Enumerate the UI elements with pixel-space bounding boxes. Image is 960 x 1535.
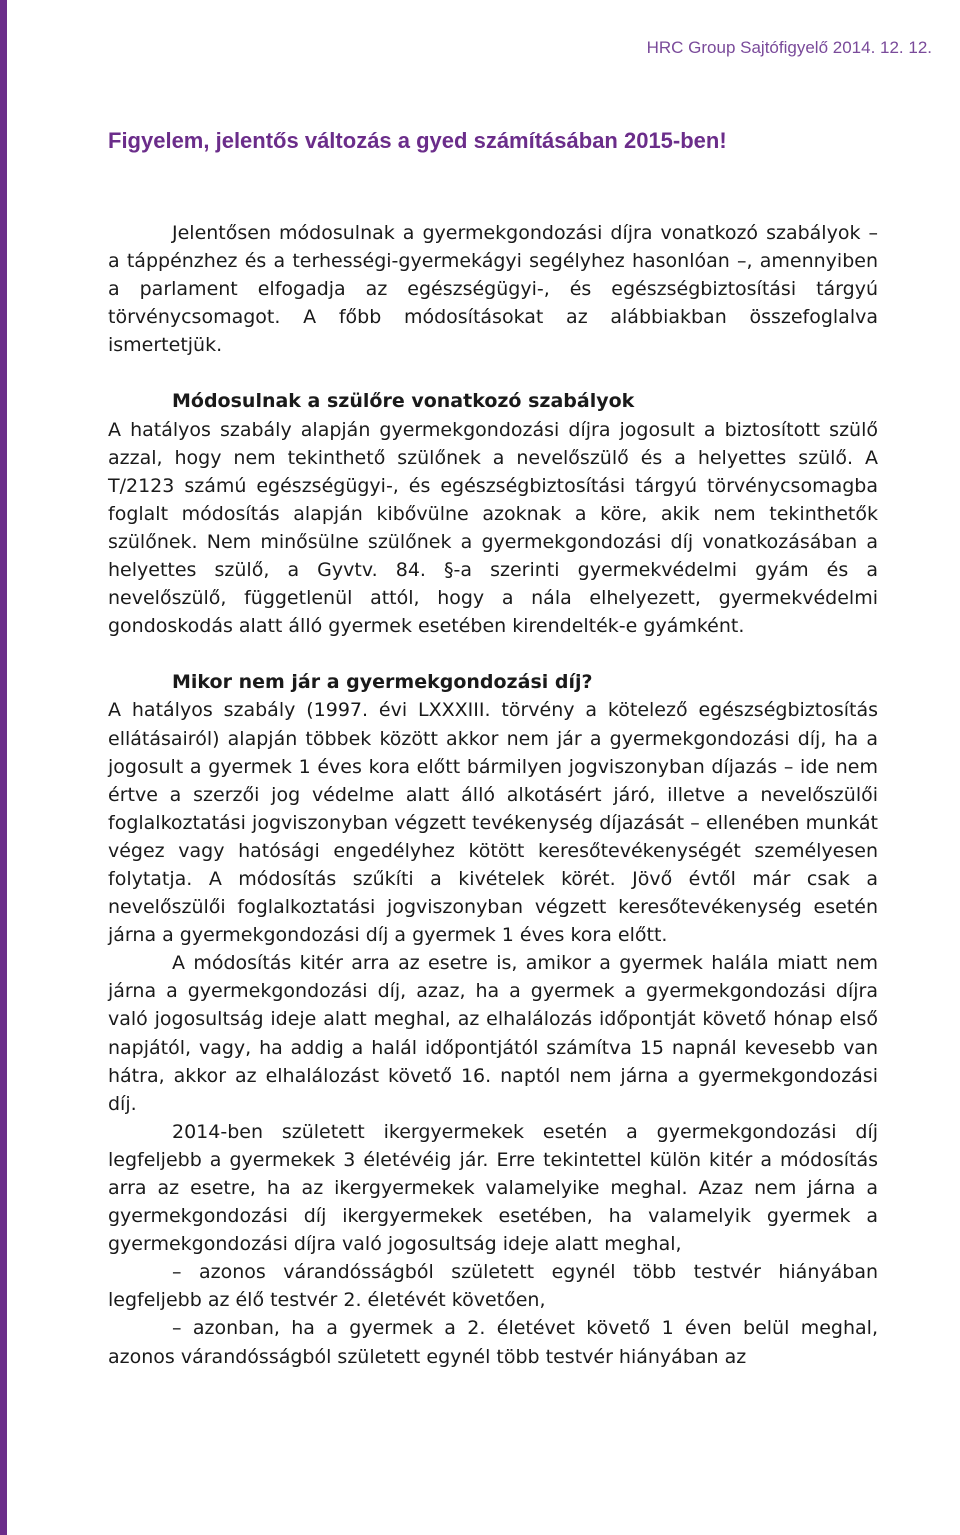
list-item: – azonban, ha a gyermek a 2. életévet követő 1 éven belül meghal, azonos várandósságból született egynél több testvér hiányában az	[108, 1317, 878, 1368]
section-paragraph: A módosítás kitér arra az esetre is, amikor a gyermek halála miatt nem járna a gyermekgondozási díj, azaz, ha a gyermek a gyermekgondozási díjra való jogosultság ideje alatt meghal, az elhalálozás időpontját követő hónap első napjától, vagy, ha addig a halál időpontjától számítva 15 napnál kevesebb van hátra, akkor az elhalálozást követő 16. naptól nem járna a gyermekgondozási díj.	[108, 952, 878, 1115]
list-item: – azonos várandósságból született egynél több testvér hiányában legfeljebb az élő testvér 2. életévét követően,	[108, 1261, 878, 1312]
section-paragraph: A hatályos szabály alapján gyermekgondozási díjra jogosult a biztosított szülő azzal, hogy nem tekinthető szülőnek a nevelőszülő és a helyettes szülő. A T/2123 számú egészségügyi-, és egészségbiztosítási tárgyú törvénycsomagba foglalt módosítás alapján kibővülne azoknak a köre, akik nem tekinthetők szülőnek. Nem minősülne szülőnek a gyermekgondozási díj vonatkozásában a helyettes szülő, a Gyvtv. 84. §-a szerinti gyermekvédelmi gyám és a nevelőszülő, függetlenül attól, hogy a nála elhelyezett, gyermekvédelmi gondoskodás alatt álló gyermek esetében kirendelték-e gyámként.	[108, 418, 878, 638]
page-header: HRC Group Sajtófigyelő 2014. 12. 12.	[646, 38, 932, 57]
article-body	[108, 219, 878, 1371]
left-accent-bar	[0, 0, 7, 1535]
section-heading-parent-rules: Módosulnak a szülőre vonatkozó szabályok	[172, 390, 635, 413]
section-paragraph: 2014-ben született ikergyermekek esetén a gyermekgondozási díj legfeljebb a gyermekek 3 életévéig jár. Erre tekintettel külön kitér a módosítás arra az esetre, ha az ikergyermekek valamelyike meghal. Azaz nem járna a gyermekgondozási díj ikergyermekek esetében, ha valamelyik gyermek a gyermekgondozási díjra való jogosultság ideje alatt meghal,	[108, 1120, 878, 1256]
intro-paragraph: Jelentősen módosulnak a gyermekgondozási díjra vonatkozó szabályok – a táppénzhez és a terhességi-gyermekágyi segélyhez hasonlóan –, amennyiben a parlament elfogadja az egészségügyi-, és egészségbiztosítási tárgyú törvénycsomagot. A főbb módosításokat az alábbiakban összefoglalva ismertetjük.	[108, 222, 878, 357]
section-paragraph: A hatályos szabály (1997. évi LXXXIII. törvény a kötelező egészségbiztosítás ellátásairól) alapján többek között akkor nem jár a gyermekgondozási díj, ha a jogosult a gyermek 1 éves kora előtt bármilyen jogviszonyban díjazás – ide nem értve a szerzői jog védelme alatt álló alkotásért járó, illetve a nevelőszülői foglalkoztatási jogviszonyban végzett tevékenység díjazását – ellenében munkát végez vagy hatósági engedélyhez kötött keresőtevékenységét személyesen folytatja. A módosítás szűkíti a kivételek körét. Jövő évtől már csak a nevelőszülői foglalkoztatási jogviszonyban végzett keresőtevékenység esetén járna a gyermekgondozási díj a gyermek 1 éves kora előtt.	[108, 699, 878, 947]
section-heading-when-not-due: Mikor nem jár a gyermekgondozási díj?	[172, 671, 593, 694]
article-title: Figyelem, jelentős változás a gyed számításában 2015-ben!	[108, 128, 727, 153]
